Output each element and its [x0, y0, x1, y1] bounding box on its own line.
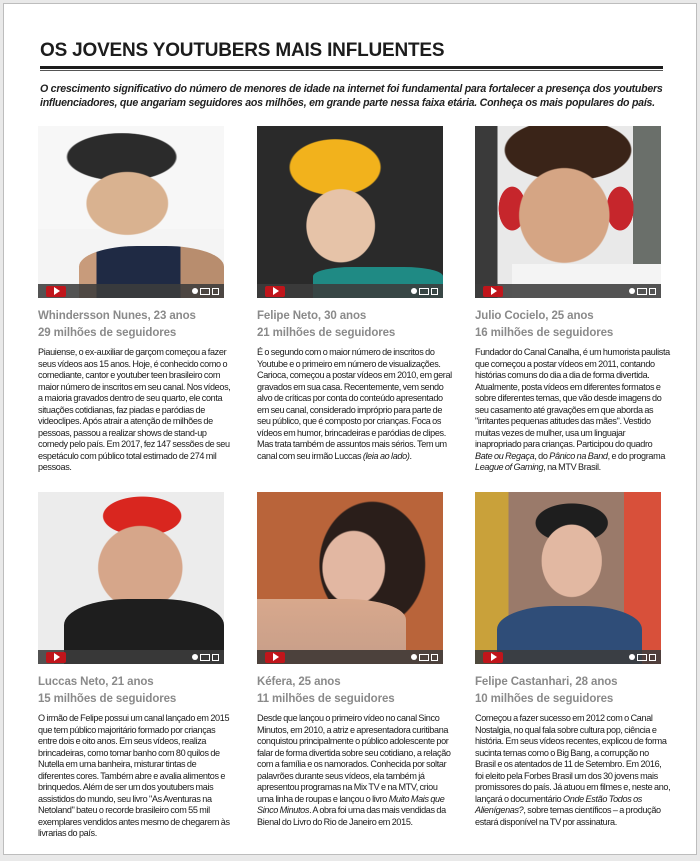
bio-italic: Muito Mais que Sinco Minutos [257, 793, 445, 815]
theater-mode-icon[interactable] [200, 288, 210, 295]
video-player-bar [475, 650, 661, 664]
youtuber-bio: O irmão de Felipe possui um canal lançado em 2015 que tem público majoritário formado por crianças entre dois e oito anos. Em seus vídeos, realiza brincadeiras, como tomar banho com 80 quilos de Nutella em uma banheira, misturar tintas de diferentes cores. Também abre e avalia alimentos e brinquedos. Além de ser um dos youtubers mais assistidos do mundo, seu livro "As Aventuras na Netoland" bateu o recorde brasileiro com 55 mil exemplares vendidos antes mesmo de chegarem às livrarias do país. [38, 713, 230, 838]
play-icon[interactable] [483, 652, 503, 663]
youtuber-name: Julio Cocielo, 25 anos [475, 310, 594, 322]
follower-count: 21 milhões de seguidores [257, 327, 396, 339]
title-rule-thin [40, 70, 663, 71]
video-player-bar [257, 284, 443, 298]
bio-text: É o segundo com o maior número de inscritos do Youtube e o primeiro em número de visualizações. Carioca, começou a postar vídeos em 2010, em geral gravados em sua casa. Recentemente, vem sendo alvo de críticas por conta do conteúdo apresentado em seu canal, considerado impróprio para parte de seu público, que é composto por crianças. Foca os vídeos em humor, brincadeiras e paródias de clipes. Mas trata também de assuntos mais sérios. Tem um canal com seu irmão Luccas [257, 347, 452, 461]
bio-italic: Bate ou Regaça [475, 450, 535, 461]
youtuber-bio [475, 347, 671, 474]
theater-mode-icon[interactable] [200, 654, 210, 661]
play-icon[interactable] [265, 652, 285, 663]
youtuber-name: Felipe Castanhari, 28 anos [475, 676, 618, 688]
gear-icon[interactable] [411, 654, 417, 660]
video-player-bar [38, 284, 224, 298]
youtuber-photo[interactable] [257, 492, 443, 664]
bio-end: , na MTV Brasil. [543, 462, 601, 472]
bio-italic: Onde Estão Todos os Alienígenas? [475, 793, 643, 815]
youtuber-bio [257, 713, 453, 828]
bio-italic: (leia ao lado) [362, 450, 410, 461]
youtuber-photo[interactable] [257, 126, 443, 298]
play-icon[interactable] [483, 286, 503, 297]
follower-count: 16 milhões de seguidores [475, 327, 614, 339]
fullscreen-icon[interactable] [212, 654, 219, 661]
theater-mode-icon[interactable] [419, 288, 429, 295]
bio-text: Fundador do Canal Canalha, é um humorista paulista que começou a postar vídeos em 2011, contando histórias comuns do dia a dia de forma divertida. Atualmente, posta vídeos em diferentes formatos e sobre diferentes temas, que vão desde imagens do seu casamento até gravações em que aborda as "irritantes pequenas atitudes das mães". Vestido muitas vezes de mulher, usa um linguajar inapropriado para crianças. Participou do quadro [475, 347, 670, 449]
youtuber-photo[interactable] [38, 492, 224, 664]
youtuber-bio [475, 713, 671, 828]
youtuber-name: Luccas Neto, 21 anos [38, 676, 154, 688]
youtuber-photo[interactable] [475, 126, 661, 298]
video-player-bar [38, 650, 224, 664]
youtuber-photo[interactable] [475, 492, 661, 664]
youtuber-name: Felipe Neto, 30 anos [257, 310, 367, 322]
play-icon[interactable] [46, 652, 66, 663]
youtuber-name: Kéfera, 25 anos [257, 676, 341, 688]
video-player-bar [257, 650, 443, 664]
article-intro: O crescimento significativo do número de menores de idade na internet foi fundamental para fortalecer a presença dos youtubers influenciadores, que angariam seguidores aos milhões, em grande parte nessa faixa etária. Conheça os mais populares do país. [40, 83, 663, 109]
youtuber-name: Whindersson Nunes, 23 anos [38, 310, 196, 322]
fullscreen-icon[interactable] [212, 288, 219, 295]
follower-count: 29 milhões de seguidores [38, 327, 177, 339]
play-icon[interactable] [46, 286, 66, 297]
bio-text: Desde que lançou o primeiro vídeo no canal Sinco Minutos, em 2010, a atriz e apresentadora curitibana conquistou principalmente o público adolescente por falar de forma divertida sobre seu cotidiano, a relação com a família e os namorados. Conhecida por soltar palavrões durante seus vídeos, ela também já apresentou programas na Mix TV e na MTV, criou uma linha de roupas e lançou o livro [257, 713, 451, 804]
theater-mode-icon[interactable] [637, 654, 647, 661]
theater-mode-icon[interactable] [419, 654, 429, 661]
fullscreen-icon[interactable] [649, 288, 656, 295]
follower-count: 10 milhões de seguidores [475, 693, 614, 705]
bio-mid: , e do programa [607, 450, 666, 461]
bio-italic: Pânico na Band [549, 450, 608, 461]
gear-icon[interactable] [629, 654, 635, 660]
play-icon[interactable] [265, 286, 285, 297]
bio-end: . [409, 450, 412, 461]
fullscreen-icon[interactable] [649, 654, 656, 661]
bio-italic: League of Gaming [475, 462, 544, 472]
fullscreen-icon[interactable] [431, 654, 438, 661]
gear-icon[interactable] [192, 654, 198, 660]
gear-icon[interactable] [411, 288, 417, 294]
youtuber-photo[interactable] [38, 126, 224, 298]
video-player-bar [475, 284, 661, 298]
bio-mid: , do [534, 450, 548, 461]
article-page [3, 3, 697, 855]
bio-end: , sobre temas científicos – a produção estará disponível na TV por assinatura. [475, 805, 661, 827]
theater-mode-icon[interactable] [637, 288, 647, 295]
article-title: OS JOVENS YOUTUBERS MAIS INFLUENTES [40, 40, 445, 61]
youtuber-bio [257, 347, 453, 462]
follower-count: 15 milhões de seguidores [38, 693, 177, 705]
youtuber-bio: Piauiense, o ex-auxiliar de garçom começou a fazer seus vídeos aos 15 anos. Hoje, é conhecido como o comediante, cantor e youtuber teen brasileiro com maior número de inscritos em seu canal. Nos vídeos, a maioria gravados dentro de seu quarto, ele conta situações cotidianas, faz piadas e paródias de videoclipes. Após atrair a atenção de milhões de pessoas, passou a realizar shows de stand-up comedy pelo país. Em 2017, fez 147 sessões de seu espetáculo com público total estimado de 274 mil pessoas. [38, 347, 231, 472]
gear-icon[interactable] [629, 288, 635, 294]
gear-icon[interactable] [192, 288, 198, 294]
fullscreen-icon[interactable] [431, 288, 438, 295]
bio-text: Começou a fazer sucesso em 2012 com o Canal Nostalgia, no qual fala sobre cultura pop, ciência e história. Em seus vídeos recentes, explicou de forma sucinta temas como o Big Bang, a corrupção no Brasil e os atentados de 11 de Setembro. Em 2016, foi eleito pela Forbes Brasil um dos 30 jovens mais promissores do país. Já atuou em filmes e, neste ano, lançará o documentário [475, 713, 671, 804]
follower-count: 11 milhões de seguidores [257, 693, 395, 705]
bio-end: . A obra foi uma das mais vendidas da Bienal do Livro do Rio de Janeiro em 2015. [257, 805, 446, 827]
title-rule [40, 66, 663, 69]
